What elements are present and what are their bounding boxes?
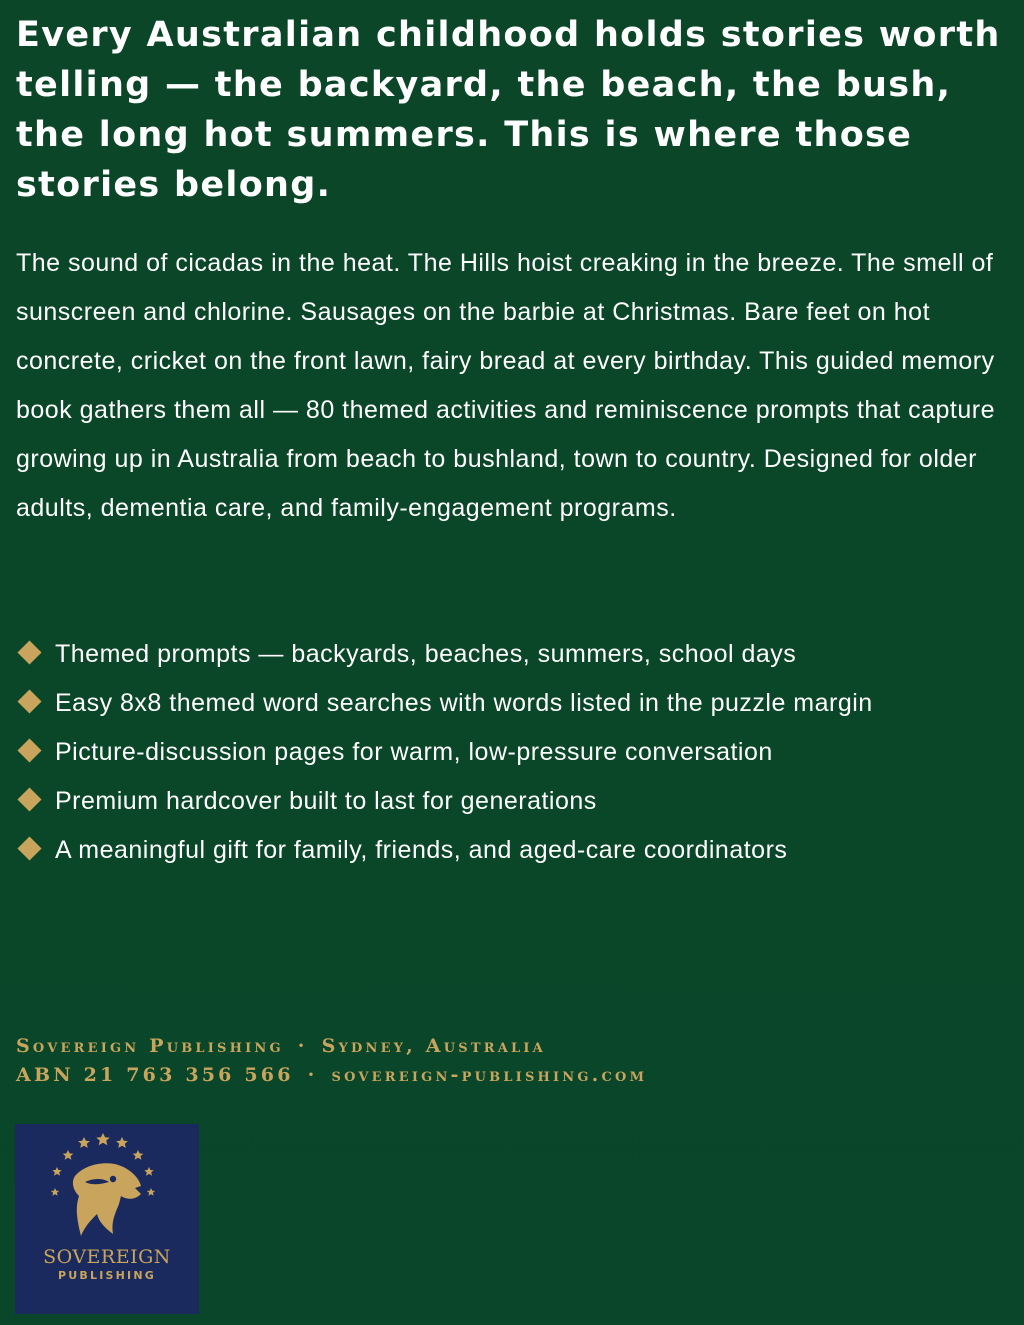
logo-name: SOVEREIGN <box>43 1246 171 1268</box>
list-item <box>16 826 1006 875</box>
feature-text: A meaningful gift for family, friends, and aged-care coordinators <box>55 836 788 864</box>
feature-text: Picture-discussion pages for warm, low-pressure conversation <box>55 738 773 766</box>
publisher-abn: ABN 21 763 356 566 <box>16 1064 294 1086</box>
logo-subtitle: PUBLISHING <box>58 1269 156 1282</box>
eagle-head-with-stars-icon <box>15 1124 199 1314</box>
list-item <box>16 679 1006 728</box>
headline: Every Australian childhood holds stories worth telling — the backyard, the beach, the bush, the long hot summers. This is where those stories belong. <box>16 15 1001 205</box>
diamond-bullet-icon <box>17 836 41 860</box>
publisher-row <box>16 1061 1006 1090</box>
feature-text: Themed prompts — backyards, beaches, summers, school days <box>55 640 797 668</box>
list-item <box>16 777 1006 826</box>
list-item <box>16 728 1006 777</box>
description: The sound of cicadas in the heat. The Hills hoist creaking in the breeze. The smell of sunscreen and chlorine. Sausages on the barbie at Christmas. Bare feet on hot concrete, cricket on the front lawn, fairy bread at every birthday. This guided memory book gathers them all — 80 themed activities and reminiscence prompts that capture growing up in Australia from beach to bushland, town to country. Designed for older adults, dementia care, and family-engagement programs. <box>16 249 995 522</box>
feature-text: Easy 8x8 themed word searches with words listed in the puzzle margin <box>55 689 873 717</box>
diamond-bullet-icon <box>17 640 41 664</box>
diamond-bullet-icon <box>17 689 41 713</box>
publisher-location: Sydney, Australia <box>321 1035 546 1057</box>
separator: · <box>297 1035 308 1057</box>
publisher-logo <box>15 1124 199 1314</box>
diamond-bullet-icon <box>17 787 41 811</box>
diamond-bullet-icon <box>17 738 41 762</box>
feature-text: Premium hardcover built to last for generations <box>55 787 597 815</box>
feature-list <box>16 630 1006 875</box>
publisher-name: Sovereign Publishing <box>16 1035 284 1057</box>
publisher-website: sovereign-publishing.com <box>331 1064 648 1086</box>
publisher-row <box>16 1032 1006 1061</box>
list-item <box>16 630 1006 679</box>
separator: · <box>307 1064 318 1086</box>
publisher-info <box>16 1032 1006 1090</box>
